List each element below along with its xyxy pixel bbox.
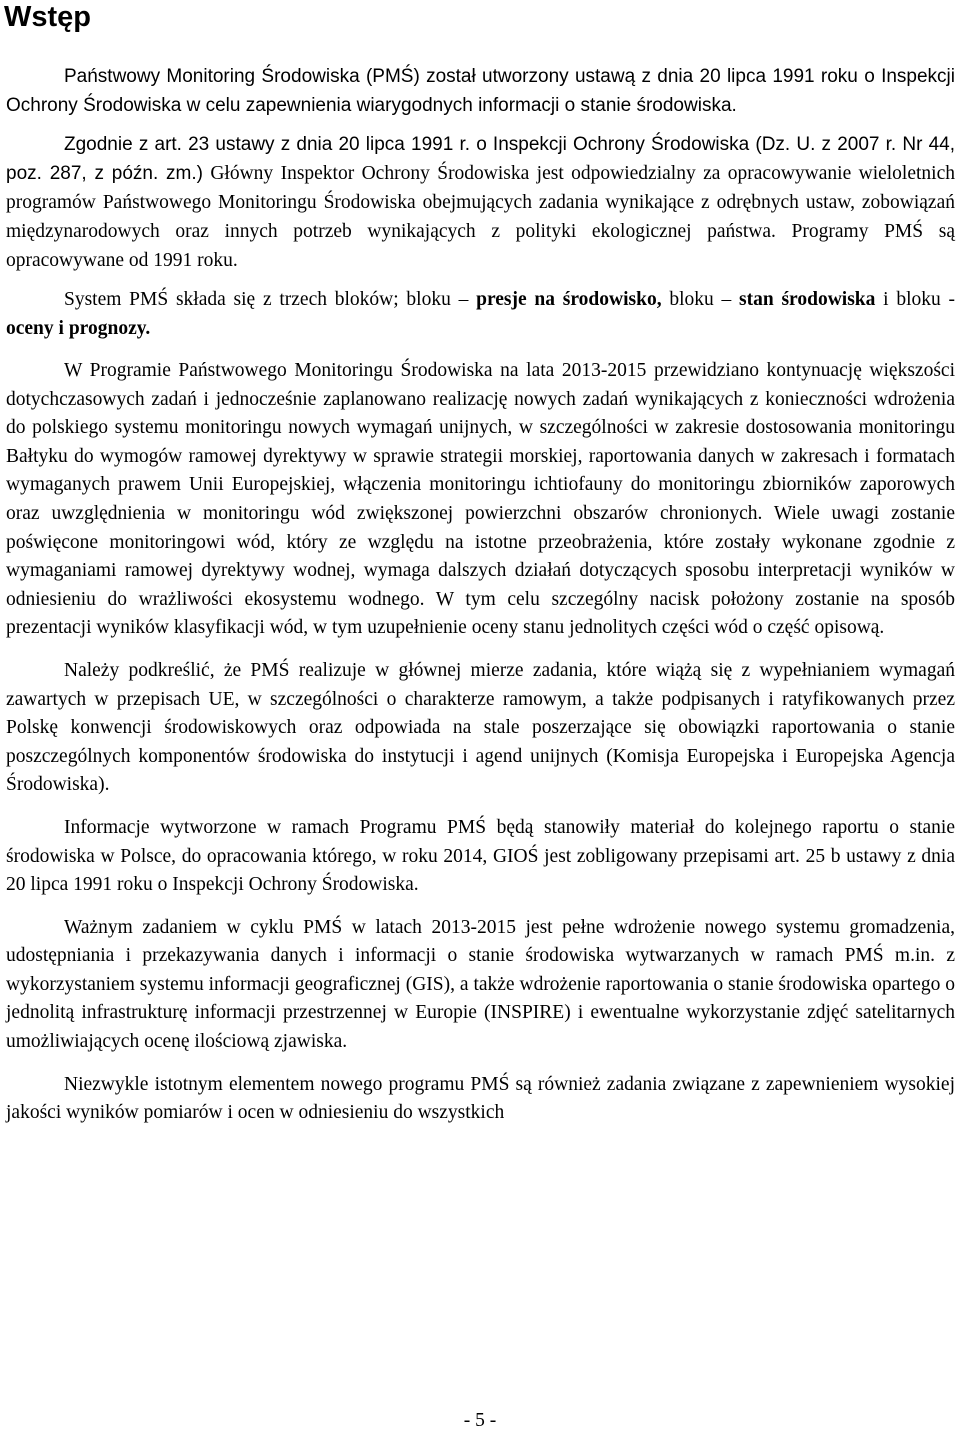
blocks-text-1: System PMŚ składa się z trzech bloków; bloku –: [64, 289, 477, 310]
page-number: - 5 -: [463, 1410, 497, 1431]
paragraph-intro: Państwowy Monitoring Środowiska (PMŚ) został utworzony ustawą z dnia 20 lipca 1991 roku o Inspekcji Ochrony Środowiska w celu zapewnienia wiarygodnych informacji o stanie środowiska.: [6, 66, 955, 116]
blocks-text-2: bloku –: [661, 289, 740, 310]
paragraph-eu-requirements: Należy podkreślić, że PMŚ realizuje w głównej mierze zadania, które wiążą się z wypełnianiem wymagań zawartych w przepisach UE, w szczególności o charakterze ramowym, a także podpisanych i ratyfikowanych przez Polskę konwencji środowiskowych oraz odpowiada na stale poszerzające się obowiązki raportowania o stanie poszczególnych komponentów środowiska do instytucji i agend unijnych (Komisja Europejska i Europejska Agencja Środowiska).: [6, 659, 955, 796]
blocks-bold-state: stan środowiska: [739, 289, 876, 310]
paragraph-data-system: Ważnym zadaniem w cyklu PMŚ w latach 2013-2015 jest pełne wdrożenie nowego systemu gromadzenia, udostępniania i przekazywania danych i informacji o stanie środowiska wytwarzanych w ramach PMŚ m.in. z wykorzystaniem systemu informacji geograficznej (GIS), a także wdrożenie raportowania o stanie środowiska opartego o jednolitą infrastrukturę informacji przestrzennej w Europie (INSPIRE) i ewentualne wykorzystanie zdjęć satelitarnych umożliwiających ocenę ilościową zjawiska.: [6, 916, 955, 1053]
paragraph-system-blocks: [6, 285, 955, 343]
blocks-text-3: i bloku -: [875, 289, 955, 310]
paragraph-legal-basis-sans-part: Zgodnie z art. 23 ustawy z dnia 20 lipca 1991 r. o Inspekcji Ochrony Środowiska (Dz. U. z 2007 r. Nr 44, poz. 287, z późn. zm.): [6, 134, 955, 184]
blocks-bold-assessments: oceny i prognozy.: [6, 318, 151, 339]
blocks-bold-pressures: presje na środowisko,: [476, 289, 662, 310]
paragraph-program-2013-2015: W Programie Państwowego Monitoringu Środowiska na lata 2013-2015 przewidziano kontynuację większości dotychczasowych zadań i jednocześnie zaplanowano realizację nowych zadań wynikających z konieczności wdrożenia do polskiego systemu monitoringu nowych wymagań unijnych, w szczególności w zakresie dostosowania monitoringu Bałtyku do wymogów ramowej dyrektywy w sprawie strategii morskiej, raportowania danych w zakresach i formatach wymaganych prawem Unii Europejskiej, włączenia monitoringu ichtiofauny do monitoringu zbiorników zaporowych oraz uwzględnienia w monitoringu wód zwiększonej powierzchni obszarów chronionych. Wiele uwagi zostanie poświęcone monitoringowi wód, który ze względu na istotne przeobrażenia, które zostały wykonane zgodnie z wymaganiami ramowej dyrektywy wodnej, wymaga dalszych działań dotyczących sposobu interpretacji wyników w odniesieniu do wrażliwości ekosystemu wodnego. W tym celu szczególny nacisk położony zostanie na sposób prezentacji wyników klasyfikacji wód, w tym uzupełnienie oceny stanu jednolitych części wód o część opisową.: [6, 360, 955, 639]
page-heading: Wstęp: [4, 1, 91, 33]
paragraph-legal-basis: [6, 130, 955, 275]
paragraph-report: Informacje wytworzone w ramach Programu PMŚ będą stanowiły materiał do kolejnego raportu o stanie środowiska w Polsce, do opracowania którego, w roku 2014, GIOŚ jest zobligowany przepisami art. 25 b ustawy z dnia 20 lipca 1991 roku o Inspekcji Ochrony Środowiska.: [6, 816, 955, 896]
paragraph-quality: Niezwykle istotnym elementem nowego programu PMŚ są również zadania związane z zapewnieniem wysokiej jakości wyników pomiarów i ocen w odniesieniu do wszystkich: [6, 1073, 955, 1124]
paragraph-legal-basis-serif-part: Główny Inspektor Ochrony Środowiska jest odpowiedzialny za opracowywanie wieloletnich programów Państwowego Monitoringu Środowiska obejmujących zadania wynikające z odrębnych ustaw, zobowiązań międzynarodowych oraz innych potrzeb wynikających z polityki ekologicznej państwa. Programy PMŚ są opracowywane od 1991 roku.: [6, 163, 955, 271]
document-body: [6, 62, 955, 1140]
